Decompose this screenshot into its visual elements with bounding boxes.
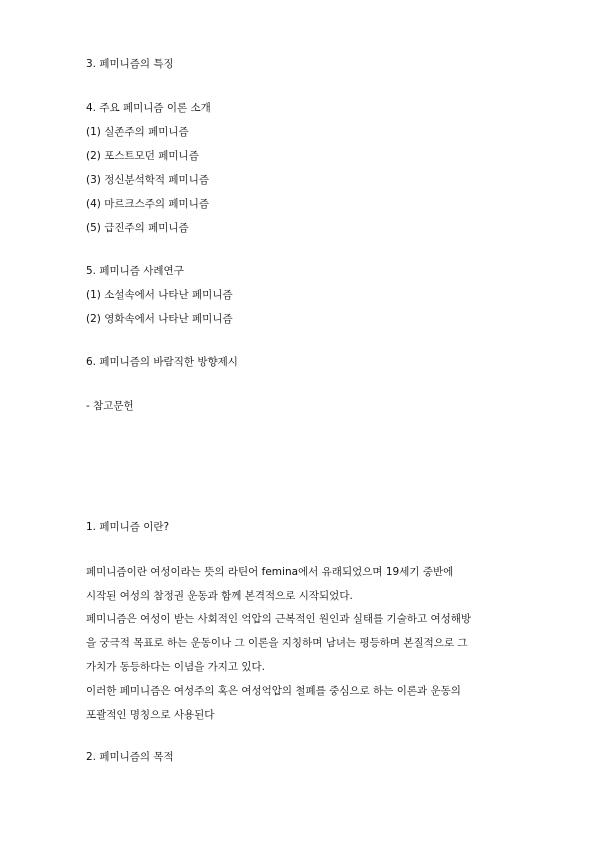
paragraph-line: 페미니즘이란 여성이라는 뜻의 라틴어 femina에서 유래되었으며 19세기 중반에 — [86, 566, 454, 578]
toc-item-4-3: (3) 정신분석학적 페미니즘 — [86, 174, 209, 186]
toc-item-5-1: (1) 소설속에서 나타난 페미니즘 — [86, 289, 233, 301]
paragraph-line: 포괄적인 명칭으로 사용된다 — [86, 708, 215, 721]
toc-item-6: 6. 페미니즘의 바람직한 방향제시 — [86, 356, 238, 368]
toc-item-5: 5. 페미니즘 사례연구 — [86, 265, 184, 277]
toc-references: - 참고문헌 — [86, 400, 134, 412]
section-1-paragraph-3 — [86, 680, 526, 728]
paragraph-line: 가치가 동등하다는 이념을 가지고 있다. — [86, 660, 265, 673]
section-1-paragraph-1 — [86, 561, 526, 609]
toc-item-4-4: (4) 마르크스주의 페미니즘 — [86, 198, 209, 210]
paragraph-line: 페미니즘은 여성이 받는 사회적인 억압의 근복적인 원인과 실태를 기술하고 여성해방 — [86, 613, 472, 625]
section-2-heading: 2. 페미니즘의 목적 — [86, 751, 174, 763]
toc-item-4-5: (5) 급진주의 페미니즘 — [86, 222, 189, 234]
toc-item-4-2: (2) 포스트모던 페미니즘 — [86, 150, 199, 162]
toc-item-5-2: (2) 영화속에서 나타난 페미니즘 — [86, 313, 233, 325]
paragraph-line: 이러한 페미니즘은 여성주의 혹은 여성억압의 철폐를 중심으로 하는 이론과 운동의 — [86, 685, 461, 697]
toc-item-3: 3. 페미니즘의 특징 — [86, 58, 174, 70]
toc-item-4-1: (1) 실존주의 페미니즘 — [86, 126, 189, 138]
toc-item-4: 4. 주요 페미니즘 이론 소개 — [86, 102, 211, 114]
section-1-heading: 1. 페미니즘 이란? — [86, 521, 170, 533]
paragraph-line: 을 궁극적 목표로 하는 운동이나 그 이론을 지칭하며 남녀는 평등하며 본질적으로 그 — [86, 636, 468, 649]
paragraph-line: 시작된 여성의 참정권 운동과 함께 본격적으로 시작되었다. — [86, 589, 353, 602]
section-1-paragraph-2 — [86, 608, 526, 679]
